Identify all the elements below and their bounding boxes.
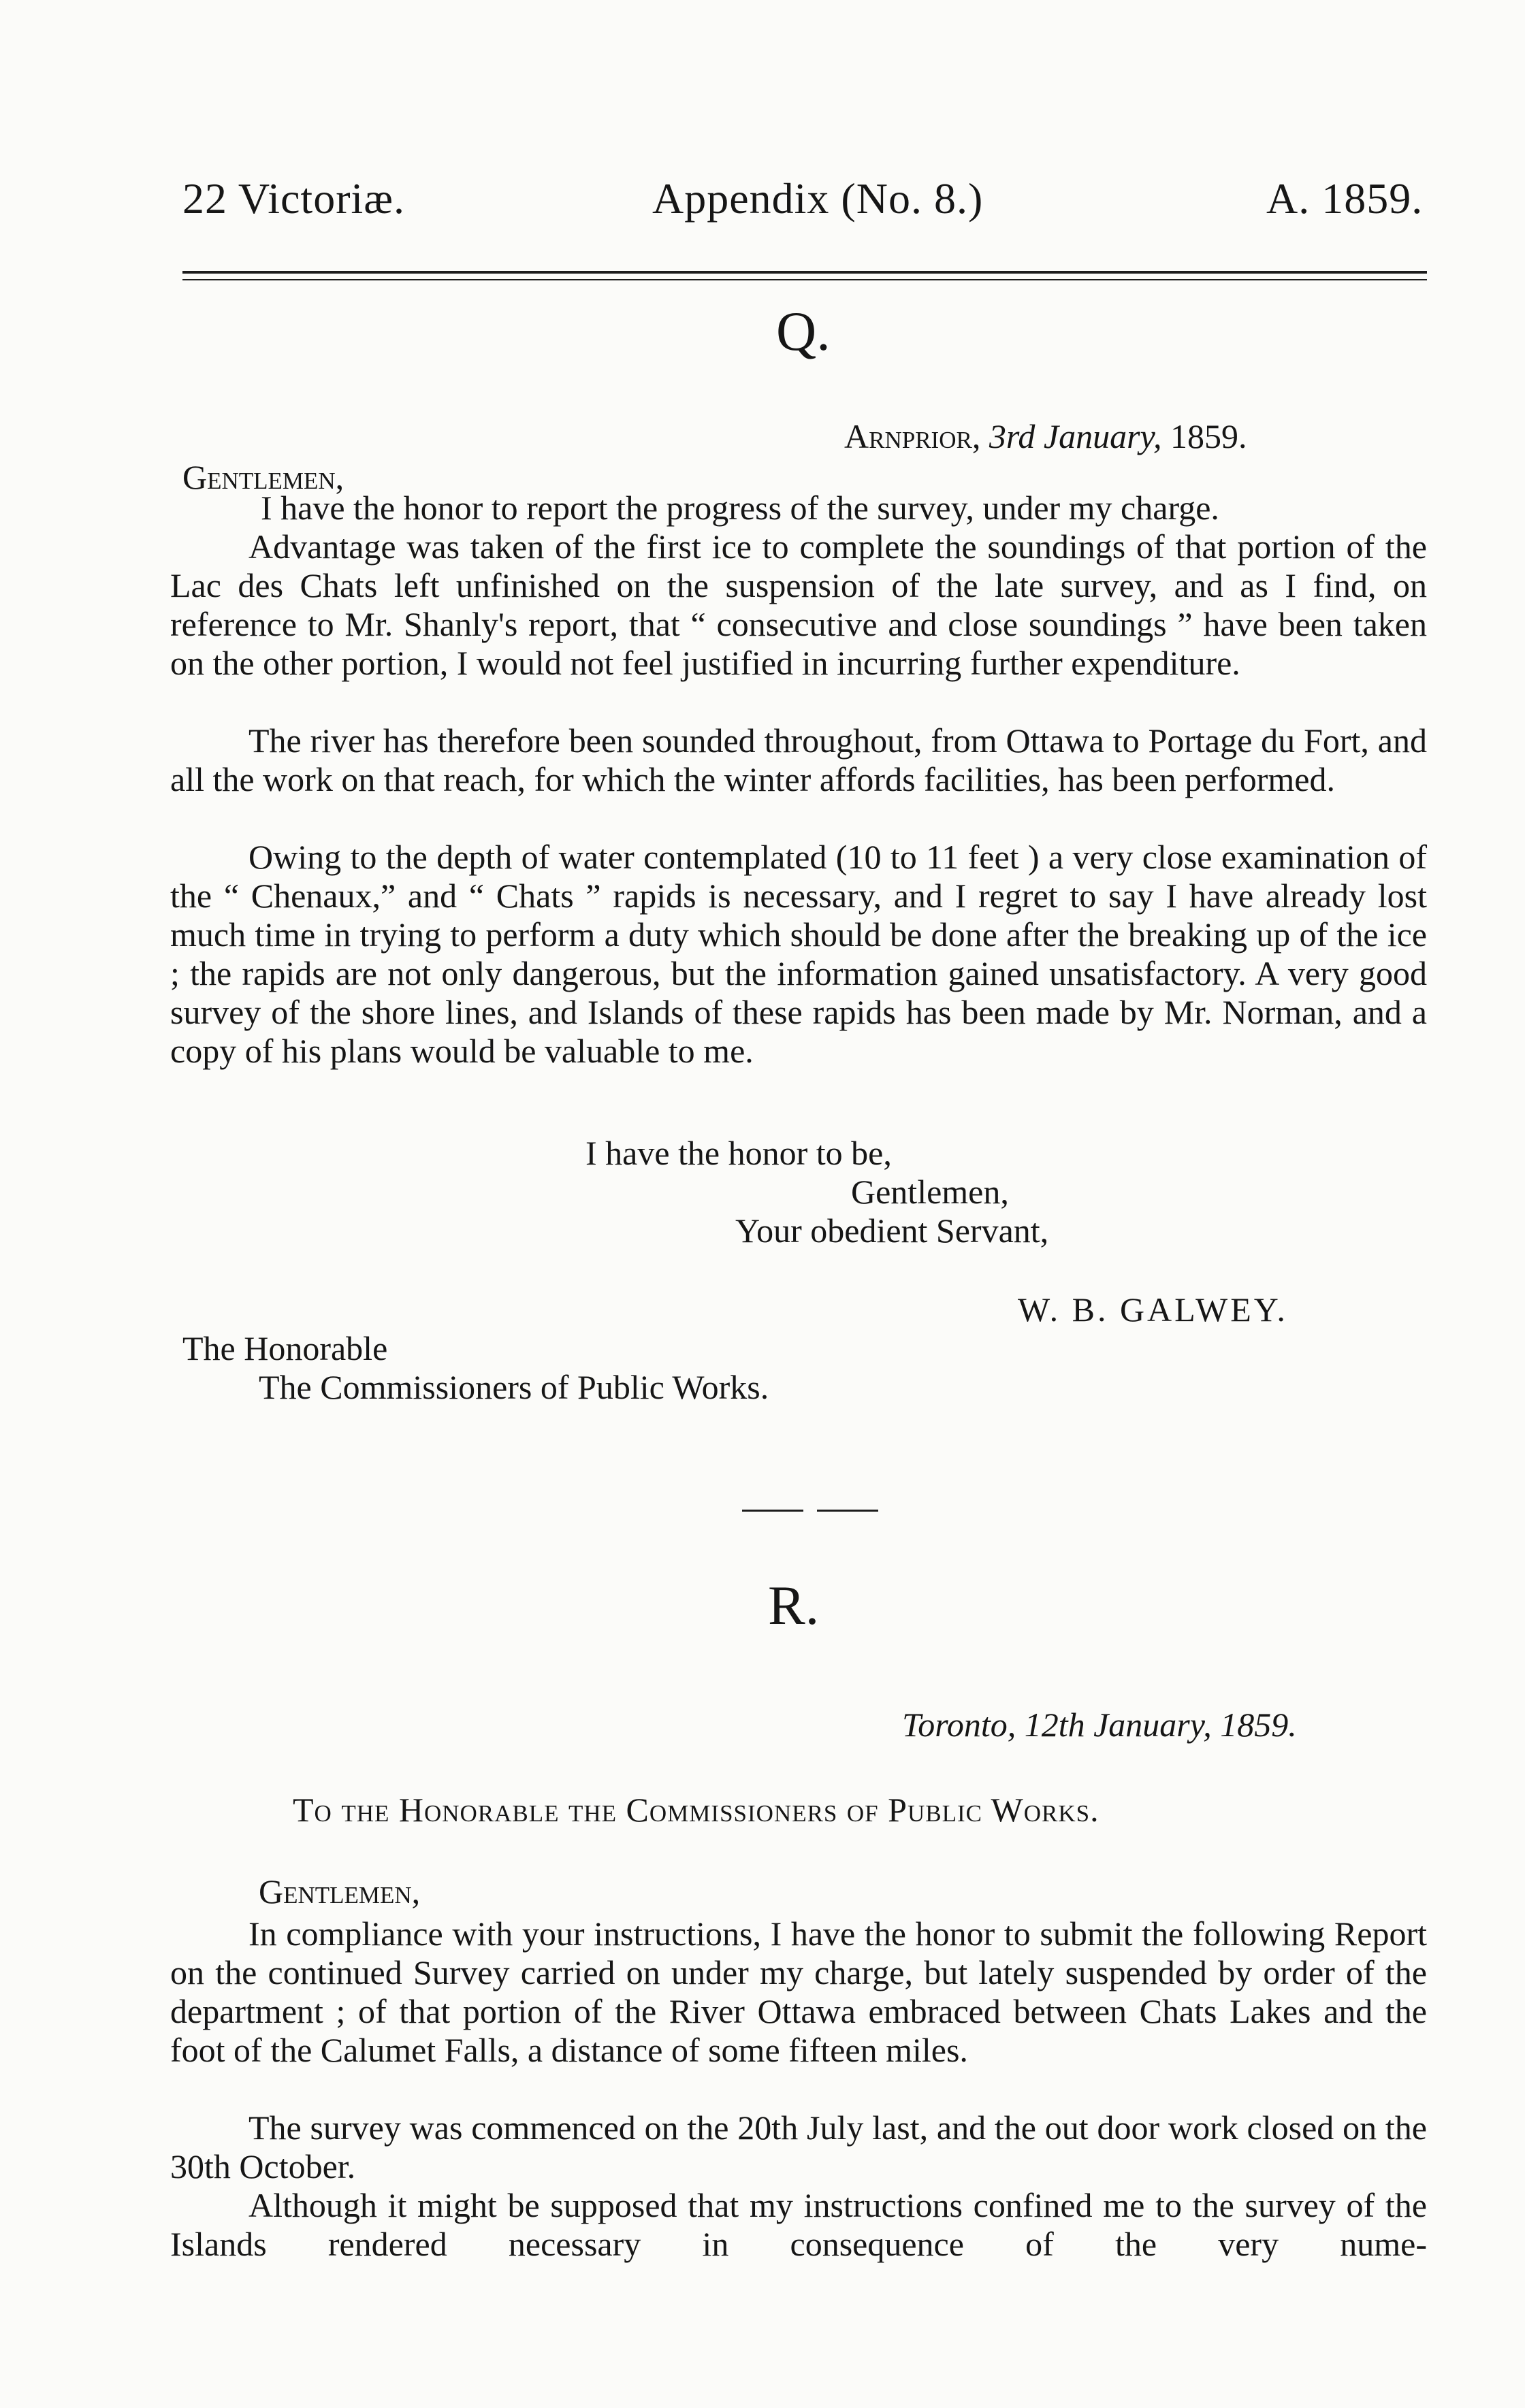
section-letter-q: Q. — [776, 300, 831, 362]
letter-q-paragraph-2: Advantage was taken of the first ice to complete the soundings of that portion of the Lac des Chats left unfinished on the suspension of the late survey, and as I find, on reference to Mr. Shanly's report, that “ consecutive and close soundings ” have been taken on the other portion, I would not feel justified in incurring further expenditure. — [170, 527, 1427, 682]
letter-q-closing-1: I have the honor to be, — [585, 1134, 892, 1172]
letter-q-addressee-2: The Commissioners of Public Works. — [259, 1368, 769, 1406]
letter-r-dateline — [902, 1705, 1297, 1744]
letter-r-date: Toronto, 12th January, 1859. — [902, 1706, 1297, 1744]
section-divider-left — [742, 1510, 803, 1512]
section-divider-right — [817, 1510, 878, 1512]
header-rule-top — [182, 271, 1427, 274]
letter-r-paragraph-3: Although it might be supposed that my instructions confined me to the survey of the Islands rendered necessary in consequence of the very nume- — [170, 2186, 1427, 2263]
letter-q-paragraph-4: Owing to the depth of water contemplated (10 to 11 feet ) a very close examination of the “ Chenaux,” and “ Chats ” rapids is necessary, and I regret to say I have already lost much time in trying to perform a duty which should be done after the breaking up of the ice ; the rapids are not only dangerous, but the information gained unsatisfactory. A very good survey of the shore lines, and Islands of these rapids has been made by Mr. Norman, and a copy of his plans would be valuable to me. — [170, 838, 1427, 1070]
letter-r-salutation: Gentlemen, — [259, 1872, 421, 1910]
header-rule-bottom — [182, 279, 1427, 280]
letter-q-paragraph-3: The river has therefore been sounded throughout, from Ottawa to Portage du Fort, and all the work on that reach, for which the winter affords facilities, has been performed. — [170, 721, 1427, 798]
letter-q-paragraph-1: I have the honor to report the progress of the survey, under my charge. — [261, 489, 1219, 527]
letter-q-place: Arnprior, — [844, 417, 981, 455]
letter-q-year: 1859. — [1170, 417, 1247, 455]
letter-q-signature: W. B. GALWEY. — [1018, 1290, 1288, 1329]
header-year: A. 1859. — [1266, 174, 1424, 223]
letter-q-closing-2: Gentlemen, — [851, 1173, 1009, 1211]
letter-q-salutation: Gentlemen, — [182, 458, 344, 496]
letter-q-dateline — [844, 417, 1247, 456]
letter-q-closing-3: Your obedient Servant, — [735, 1211, 1049, 1250]
section-letter-r: R. — [768, 1574, 820, 1636]
letter-q-date: 3rd January, — [989, 417, 1162, 455]
letter-r-paragraph-2: The survey was commenced on the 20th July last, and the out door work closed on the 30th October. — [170, 2109, 1427, 2185]
header-appendix: Appendix (No. 8.) — [652, 174, 984, 223]
letter-r-paragraph-1: In compliance with your instructions, I have the honor to submit the following Report on the continued Survey carried on under my charge, but lately suspended by order of the department ; of that portion of the River Ottawa embraced between Chats Lakes and the foot of the Calumet Falls, a distance of some fifteen miles. — [170, 1915, 1427, 2069]
letter-r-addressee: To the Honorable the Commissioners of Public Works. — [293, 1791, 1099, 1829]
header-volume: 22 Victoriæ. — [182, 174, 405, 223]
letter-q-addressee-1: The Honorable — [182, 1329, 388, 1367]
